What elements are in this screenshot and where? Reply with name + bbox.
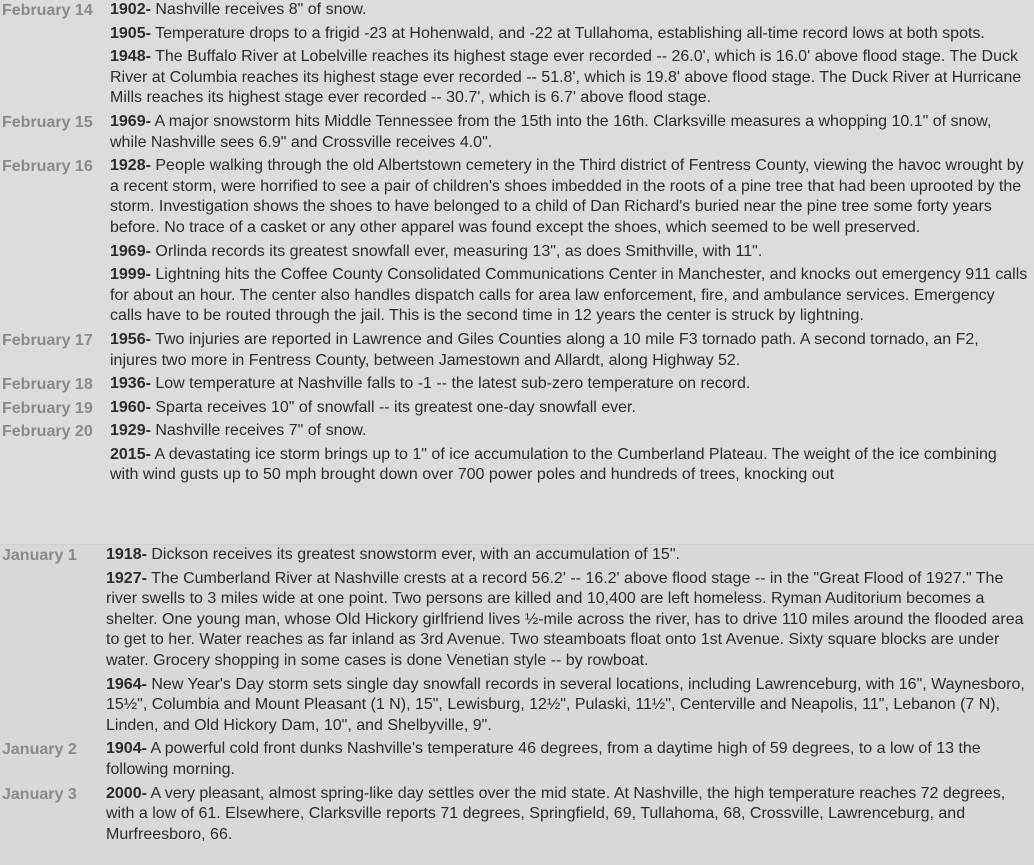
event-entry [106,569,1034,672]
event-year: 2000- [106,784,147,802]
event-entry [110,242,1032,263]
day-date: February 20 [2,423,93,441]
event-text: The Cumberland River at Nashville crests at a record 56.2' -- 16.2' above flood stage -- in the "Great Flood of 1927." The river swells to 3 miles wide at one point. Two persons are killed and 10,400 are left homeless. Ryman Auditorium becomes a shelter. One young man, whose Old Hickory girlfriend lives ½-mile across the river, has to drive 110 miles around the flooded area to get to her. Water reaches as far inland as 3rd Avenue. Two steamboats float onto 1st Avenue. Sixty square blocks are under water. Grocery shopping in some cases is done Venetian style -- by rowboat. [106,569,1024,669]
day-row [0,739,1034,783]
event-text: Dickson receives its greatest snowstorm ever, with an accumulation of 15". [146,546,680,563]
day-row [0,421,1034,489]
event-year: 1918- [106,546,147,563]
day-row [0,156,1034,330]
event-year: 1928- [110,157,151,175]
event-entry [110,421,1032,442]
event-text: People walking through the old Albertstown cemetery in the Third district of Fentress County, viewing the havoc wrought by a recent storm, were horrified to see a pair of children's shoes imbedded in the roots of a pine tree that had been uprooted by the storm. Investigation shows the shoes to have belonged to a child of Dan Richard's buried near the pine tree some forty years before. No trace of a casket or any other apparel was found except the shoes, which seemed to be well preserved. [110,157,1024,236]
event-text: New Year's Day storm sets single day snowfall records in several locations, including Lawrenceburg, with 16", Waynesboro, 15½", Columbia and Mount Pleasant (1 N), 15", Lewisburg, 12½", Pulaski, 11½", Centerville and Neapolis, 11", Lebanon (7 N), Linden, and Old Hickory Dam, 10", and Shelbyville, 9". [106,675,1025,734]
day-entries [106,545,1034,739]
day-entries [110,0,1032,112]
event-entry [110,0,1032,21]
day-entries [110,156,1032,330]
event-entry [110,265,1032,327]
event-text: A devastating ice storm brings up to 1" of ice accumulation to the Cumberland Plateau. The weight of the ice combining with wind gusts up to 50 mph brought down over 700 power poles and hundreds of trees, knocking out [110,445,997,484]
event-text: A major snowstorm hits Middle Tennessee from the 15th into the 16th. Clarksville measures a whopping 10.1" of snow, while Nashville sees 6.9" and Crossville receives 4.0". [110,112,992,151]
event-year: 1999- [110,266,151,284]
event-text: Two injuries are reported in Lawrence and Giles Counties along a 10 mile F3 tornado path. A second tornado, an F2, injures two more in Fentress County, between Jamestown and Allardt, along Highway 52. [110,330,979,369]
day-date: January 3 [2,785,77,803]
day-row [0,112,1034,156]
day-entries [110,330,1032,374]
event-entry [110,24,1032,45]
day-date: February 15 [2,113,93,131]
day-date: January 2 [2,741,77,759]
january-section [0,544,1034,865]
event-entry [106,545,1034,566]
event-year: 1948- [110,48,151,66]
day-entries [110,398,1032,422]
event-entry [110,330,1032,371]
day-entries [110,421,1032,489]
event-year: 1905- [110,24,151,42]
event-year: 1927- [106,569,147,587]
event-text: Temperature drops to a frigid -23 at Hohenwald, and -22 at Tullahoma, establishing all-time record lows at both spots. [150,24,985,42]
event-year: 1929- [110,422,151,440]
event-entry [110,445,1032,486]
event-text: Orlinda records its greatest snowfall ever, measuring 13", as does Smithville, with 11". [150,242,763,260]
day-row [0,0,1034,112]
event-entry [110,156,1032,238]
event-text: The Buffalo River at Lobelville reaches its highest stage ever recorded -- 26.0', which is 16.0' above flood stage. The Duck River at Columbia reaches its highest stage ever recorded -- 51.8', which is 19.8' above flood stage. The Duck River at Hurricane Mills reaches its highest stage ever recorded -- 30.7', which is 6.7' above flood stage. [110,48,1022,107]
event-year: 1960- [110,398,151,416]
event-year: 1969- [110,112,151,130]
day-row [0,330,1034,374]
event-year: 1904- [106,740,147,758]
event-year: 2015- [110,445,151,463]
day-entries [110,112,1032,156]
day-entries [110,374,1032,398]
event-year: 1956- [110,330,151,348]
event-text: Lightning hits the Coffee County Consolidated Communications Center in Manchester, and knocks out emergency 911 calls for about an hour. The center also handles dispatch calls for area law enforcement, fire, and ambulance services. Emergency calls have to be routed through the jail. This is the second time in 12 years the center is struck by lightning. [110,266,1028,325]
event-entry [106,784,1034,846]
event-entry [110,47,1032,109]
event-year: 1902- [110,1,151,18]
event-entry [110,374,1032,395]
event-year: 1969- [110,242,151,260]
day-date: February 14 [2,2,93,19]
day-row [0,398,1034,422]
event-entry [110,112,1032,153]
event-text: Nashville receives 8" of snow. [150,1,367,18]
day-row [0,784,1034,849]
day-entries [106,784,1034,849]
day-row [0,545,1034,739]
day-date: February 16 [2,158,93,176]
day-date: February 18 [2,376,93,394]
day-date: February 19 [2,399,93,417]
event-entry [106,675,1034,737]
event-text: A powerful cold front dunks Nashville's temperature 46 degrees, from a daytime high of 59 degrees, to a low of 13 the following morning. [106,740,981,778]
event-text: Sparta receives 10" of snowfall -- its greatest one-day snowfall ever. [150,398,636,416]
day-date: February 17 [2,331,93,349]
event-entry [106,739,1034,780]
event-text: Nashville receives 7" of snow. [150,422,367,440]
day-row [0,374,1034,398]
event-year: 1936- [110,375,151,393]
day-entries [106,739,1034,783]
event-text: Low temperature at Nashville falls to -1 -- the latest sub-zero temperature on record. [150,375,751,393]
event-year: 1964- [106,675,147,693]
event-entry [110,398,1032,419]
day-date: January 1 [2,547,77,564]
event-text: A very pleasant, almost spring-like day settles over the mid state. At Nashville, the high temperature reaches 72 degrees, with a low of 61. Elsewhere, Clarksville reports 71 degrees, Springfield, 69, Tullahoma, 68, Crossville, Lawrenceburg, and Murfreesboro, 66. [106,784,1006,843]
